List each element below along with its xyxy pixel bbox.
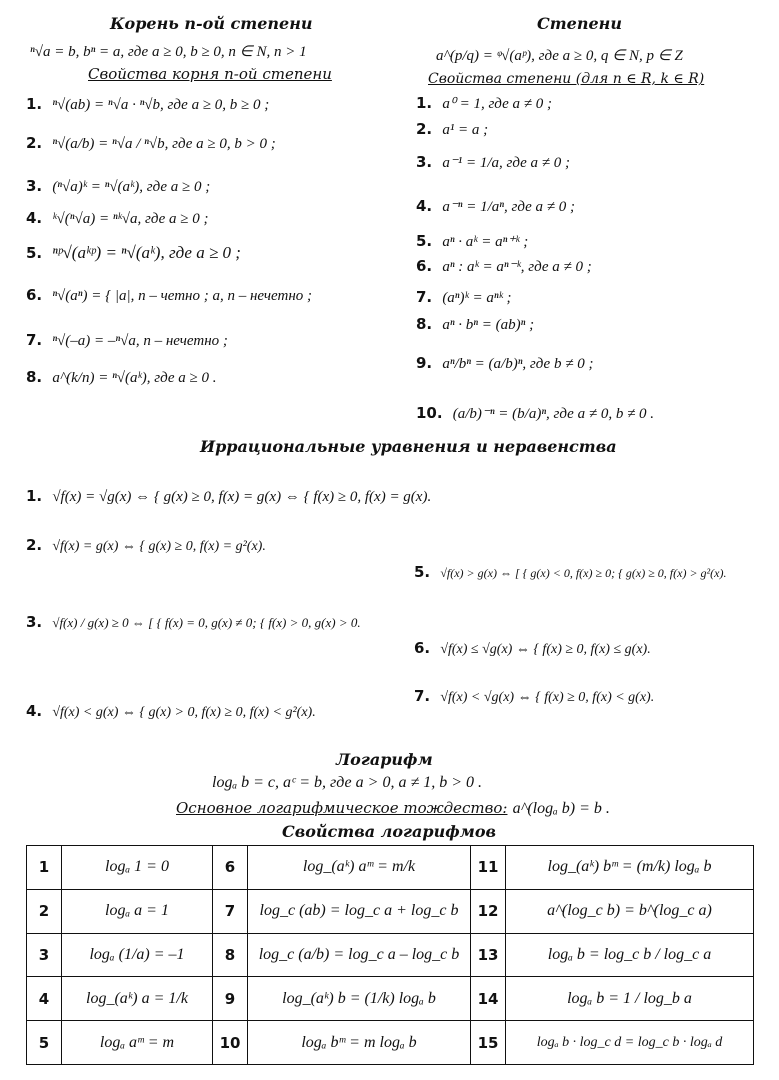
list-item: 2. √f(x) = g(x) ⇔ { g(x) ≥ 0, f(x) = g²(x). bbox=[26, 536, 266, 554]
powers-definition: a^(p/q) = ᵠ√(aᵖ), где a ≥ 0, q ∈ N, p ∈ Z bbox=[436, 48, 683, 64]
list-item: 6. ⁿ√(aⁿ) = { |a|, n – четно ; a, n – нечетно ; bbox=[26, 286, 313, 304]
list-item: 6. √f(x) ≤ √g(x) ⇔ { f(x) ≥ 0, f(x) ≤ g(x). bbox=[414, 639, 651, 657]
logarithm-definition: logₐ b = c, aᶜ = b, где a > 0, a ≠ 1, b > 0 . bbox=[212, 774, 483, 791]
list-item: 3. a⁻¹ = 1/a, где a ≠ 0 ; bbox=[416, 153, 571, 171]
table-row: 5 logₐ aᵐ = m 10 logₐ bᵐ = m logₐ b 15 logₐ b · log_c d = log_c b · logₐ d bbox=[27, 1021, 754, 1065]
roots-props-title: Свойства корня n-ой степени bbox=[88, 65, 332, 83]
list-item: 5. ⁿᵖ√(aᵏᵖ) = ⁿ√(aᵏ), где a ≥ 0 ; bbox=[26, 243, 241, 262]
table-row: 3 logₐ (1/a) = –1 8 log_c (a/b) = log_c a – log_c b 13 logₐ b = log_c b / log_c a bbox=[27, 933, 754, 977]
irrational-title: Иррациональные уравнения и неравенства bbox=[200, 437, 617, 456]
roots-title: Корень n-ой степени bbox=[110, 14, 313, 33]
table-row: 1 logₐ 1 = 0 6 log_(aᵏ) aᵐ = m/k 11 log_(aᵏ) bᵐ = (m/k) logₐ b bbox=[27, 846, 754, 890]
list-item: 9. aⁿ/bⁿ = (a/b)ⁿ, где b ≠ 0 ; bbox=[416, 354, 594, 372]
list-item: 8. a^(k/n) = ⁿ√(aᵏ), где a ≥ 0 . bbox=[26, 368, 217, 386]
logarithm-title: Логарифм bbox=[336, 750, 433, 769]
list-item: 5. aⁿ · aᵏ = aⁿ⁺ᵏ ; bbox=[416, 232, 529, 250]
list-item: 7. (aⁿ)ᵏ = aⁿᵏ ; bbox=[416, 288, 512, 306]
list-item: 4. √f(x) < g(x) ⇔ { g(x) > 0, f(x) ≥ 0, f(x) < g²(x). bbox=[26, 702, 316, 720]
powers-title: Степени bbox=[537, 14, 622, 33]
log-identity-label: Основное логарифмическое тождество: bbox=[176, 799, 508, 817]
list-item: 1. ⁿ√(ab) = ⁿ√a · ⁿ√b, где a ≥ 0, b ≥ 0 ; bbox=[26, 95, 270, 113]
list-item: 3. √f(x) / g(x) ≥ 0 ⇔ [ { f(x) = 0, g(x) ≠ 0; { f(x) > 0, g(x) > 0. bbox=[26, 613, 361, 631]
list-item: 8. aⁿ · bⁿ = (ab)ⁿ ; bbox=[416, 315, 535, 333]
table-row: 4 log_(aᵏ) a = 1/k 9 log_(aᵏ) b = (1/k) logₐ b 14 logₐ b = 1 / log_b a bbox=[27, 977, 754, 1021]
list-item: 4. ᵏ√(ⁿ√a) = ⁿᵏ√a, где a ≥ 0 ; bbox=[26, 209, 209, 227]
list-item: 2. a¹ = a ; bbox=[416, 120, 489, 138]
table-row: 2 logₐ a = 1 7 log_c (ab) = log_c a + log_c b 12 a^(log_c b) = b^(log_c a) bbox=[27, 889, 754, 933]
list-item: 1. √f(x) = √g(x) ⇔ { g(x) ≥ 0, f(x) = g(x) ⇔ { f(x) ≥ 0, f(x) = g(x). bbox=[26, 487, 432, 505]
list-item: 10. (a/b)⁻ⁿ = (b/a)ⁿ, где a ≠ 0, b ≠ 0 . bbox=[416, 404, 655, 422]
log-identity bbox=[176, 798, 610, 818]
log-identity-formula: a^(logₐ b) = b . bbox=[512, 800, 610, 817]
powers-props-title: Свойства степени (для n ∈ R, k ∈ R) bbox=[428, 71, 705, 87]
list-item: 2. ⁿ√(a/b) = ⁿ√a / ⁿ√b, где a ≥ 0, b > 0 ; bbox=[26, 134, 276, 152]
list-item: 7. ⁿ√(–a) = –ⁿ√a, n – нечетно ; bbox=[26, 331, 228, 349]
list-item: 5. √f(x) > g(x) ⇔ [ { g(x) < 0, f(x) ≥ 0; { g(x) ≥ 0, f(x) > g²(x). bbox=[414, 563, 727, 581]
roots-definition: ⁿ√a = b, bⁿ = a, где a ≥ 0, b ≥ 0, n ∈ N, n > 1 bbox=[30, 44, 307, 60]
log-properties-table bbox=[26, 845, 754, 1065]
log-props-title: Свойства логарифмов bbox=[282, 822, 497, 841]
list-item: 7. √f(x) < √g(x) ⇔ { f(x) ≥ 0, f(x) < g(x). bbox=[414, 687, 655, 705]
list-item: 3. (ⁿ√a)ᵏ = ⁿ√(aᵏ), где a ≥ 0 ; bbox=[26, 177, 211, 195]
list-item: 4. a⁻ⁿ = 1/aⁿ, где a ≠ 0 ; bbox=[416, 197, 575, 215]
list-item: 6. aⁿ : aᵏ = aⁿ⁻ᵏ, где a ≠ 0 ; bbox=[416, 257, 592, 275]
list-item: 1. a⁰ = 1, где a ≠ 0 ; bbox=[416, 94, 552, 112]
